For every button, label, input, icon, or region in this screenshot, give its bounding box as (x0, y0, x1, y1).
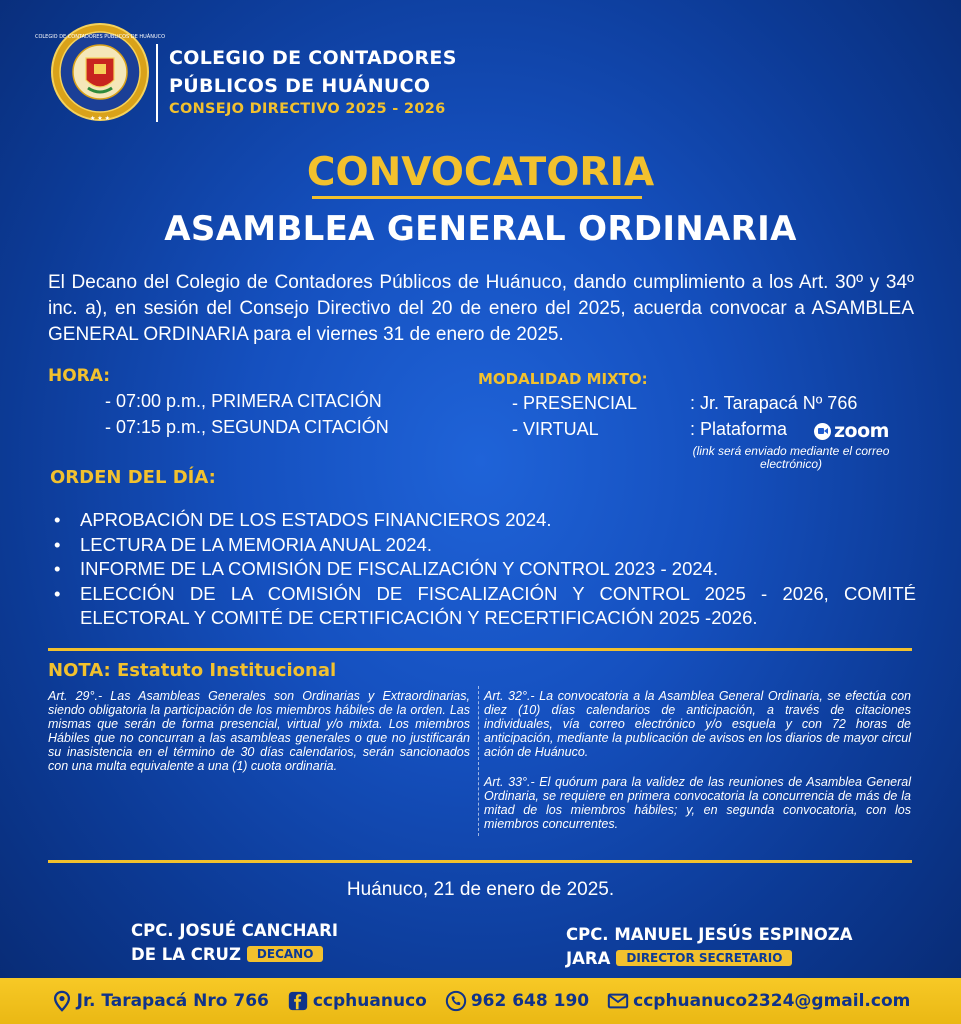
signature-secretary (566, 923, 853, 971)
institution-logo (34, 22, 166, 126)
hora-second-time: - 07:15 p.m., (105, 417, 212, 437)
title-assembly: ASAMBLEA GENERAL ORDINARIA (164, 209, 797, 249)
nota-art29 (48, 689, 470, 773)
phone-icon (445, 990, 467, 1012)
orden-item: • INFORME DE LA COMISIÓN DE FISCALIZACIÓN Y CONTROL 2023 - 2024. (52, 557, 916, 582)
title-underline (312, 196, 642, 199)
modalidad-platform: : Plataforma (690, 419, 788, 439)
nota-right-column (484, 689, 911, 831)
divider-top (48, 648, 912, 651)
footer-address-text: Jr. Tarapacá Nro 766 (76, 991, 269, 1011)
dean-name-line1: CPC. JOSUÉ CANCHARI (131, 921, 339, 940)
hora-second (105, 417, 389, 438)
orden-item: • APROBACIÓN DE LOS ESTADOS FINANCIEROS 2024. (52, 508, 916, 533)
hora-second-desc: SEGUNDA CITACIÓN (211, 417, 389, 437)
divider-bottom (48, 860, 912, 863)
modalidad-presencial: - PRESENCIAL (512, 393, 638, 413)
modalidad-label: MODALIDAD MIXTO: (478, 370, 648, 388)
document-date: Huánuco, 21 de enero de 2025. (346, 879, 615, 900)
svg-text:★ ★ ★: ★ ★ ★ (90, 115, 110, 122)
hora-first-desc: PRIMERA CITACIÓN (211, 391, 382, 411)
facebook-icon (287, 990, 309, 1012)
header-divider (156, 44, 158, 122)
location-pin-icon (51, 990, 73, 1012)
orden-list (52, 508, 916, 631)
nota-title: NOTA: Estatuto Institucional (48, 660, 337, 681)
nota-separator (478, 686, 479, 836)
council-period: CONSEJO DIRECTIVO 2025 - 2026 (169, 101, 446, 117)
envelope-icon (607, 990, 629, 1012)
orden-item: • LECTURA DE LA MEMORIA ANUAL 2024. (52, 533, 916, 558)
footer-phone[interactable] (445, 990, 589, 1012)
orden-label: ORDEN DEL DÍA: (50, 467, 216, 488)
org-name-line1: COLEGIO DE CONTADORES (169, 47, 457, 69)
zoom-note: (link será enviado mediante el correo electrónico) (692, 444, 890, 471)
secretary-name-line1: CPC. MANUEL JESÚS ESPINOZA (566, 925, 853, 944)
zoom-wordmark: zoom (834, 420, 889, 442)
contact-footer (0, 978, 961, 1024)
title-convocatoria: CONVOCATORIA (306, 150, 655, 195)
logo-text: COLEGIO DE CONTADORES PÚBLICOS DE HUÁNUCO (34, 34, 166, 40)
org-name-line2: PÚBLICOS DE HUÁNUCO (169, 75, 431, 97)
dean-name-line2: DE LA CRUZ (131, 945, 241, 964)
footer-email[interactable] (607, 990, 910, 1012)
footer-facebook-text: ccphuanuco (312, 991, 427, 1011)
footer-address (51, 990, 269, 1012)
art29-text: Art. 29°.- Las Asambleas Generales son Ordinarias y Extraordinarias, siendo obligatoria la participación de los miembros hábiles de la orden. Las mismas que serán de forma presencial, virtual y/o mixta. Los miembros Hábiles que no concurran a las asambleas generales o que no justificarán su inasistencia en el término de 30 días calendarios, serán sancionados con una multa equivalente a una (1) cuota ordinaria. (48, 689, 470, 773)
footer-facebook[interactable] (287, 990, 427, 1012)
zoom-logo (814, 420, 889, 442)
secretary-role-badge: DIRECTOR SECRETARIO (616, 950, 792, 966)
zoom-camera-icon (814, 423, 831, 440)
art32-text: Art. 32°.- La convocatoria a la Asamblea General Ordinaria, se efectúa con diez (10) días calendarios de anticipación, a través de citaciones individuales, vía correo electrónico y/o esquela y con 72 horas de anticipación, mediante la publicación de avisos en los diarios de mayor circul ación de Huánuco. (484, 689, 911, 759)
footer-phone-text: 962 648 190 (470, 991, 590, 1011)
modalidad-virtual: - VIRTUAL (512, 419, 599, 439)
orden-item: • ELECCIÓN DE LA COMISIÓN DE FISCALIZACIÓN Y CONTROL 2025 - 2026, COMITÉ ELECTORAL Y COMITÉ DE CERTIFICACIÓN Y RECERTIFICACIÓN 2025 -2026. (52, 582, 916, 631)
modalidad-address: : Jr. Tarapacá Nº 766 (690, 393, 858, 413)
hora-label: HORA: (48, 366, 111, 386)
art33-text: Art. 33°.- El quórum para la validez de las reuniones de Asamblea General Ordinaria, se requiere en primera convocatoria la concurrencia de más de la mitad de los miembros hábiles; y, en segunda convocatoria, con los miembros concurrentes. (484, 775, 911, 831)
hora-first (105, 391, 382, 412)
footer-email-text: ccphuanuco2324@gmail.com (633, 991, 911, 1011)
intro-paragraph: El Decano del Colegio de Contadores Públicos de Huánuco, dando cumplimiento a los Art. 30º y 34º inc. a), en sesión del Consejo Directivo del 20 de enero del 2025, acuerda convocar a ASAMBLEA GENERAL ORDINARIA para el viernes 31 de enero de 2025. (48, 272, 914, 345)
signature-dean (131, 919, 338, 967)
hora-first-time: - 07:00 p.m., (105, 391, 212, 411)
secretary-name-line2: JARA (566, 949, 611, 968)
dean-role-badge: DECANO (247, 946, 324, 962)
